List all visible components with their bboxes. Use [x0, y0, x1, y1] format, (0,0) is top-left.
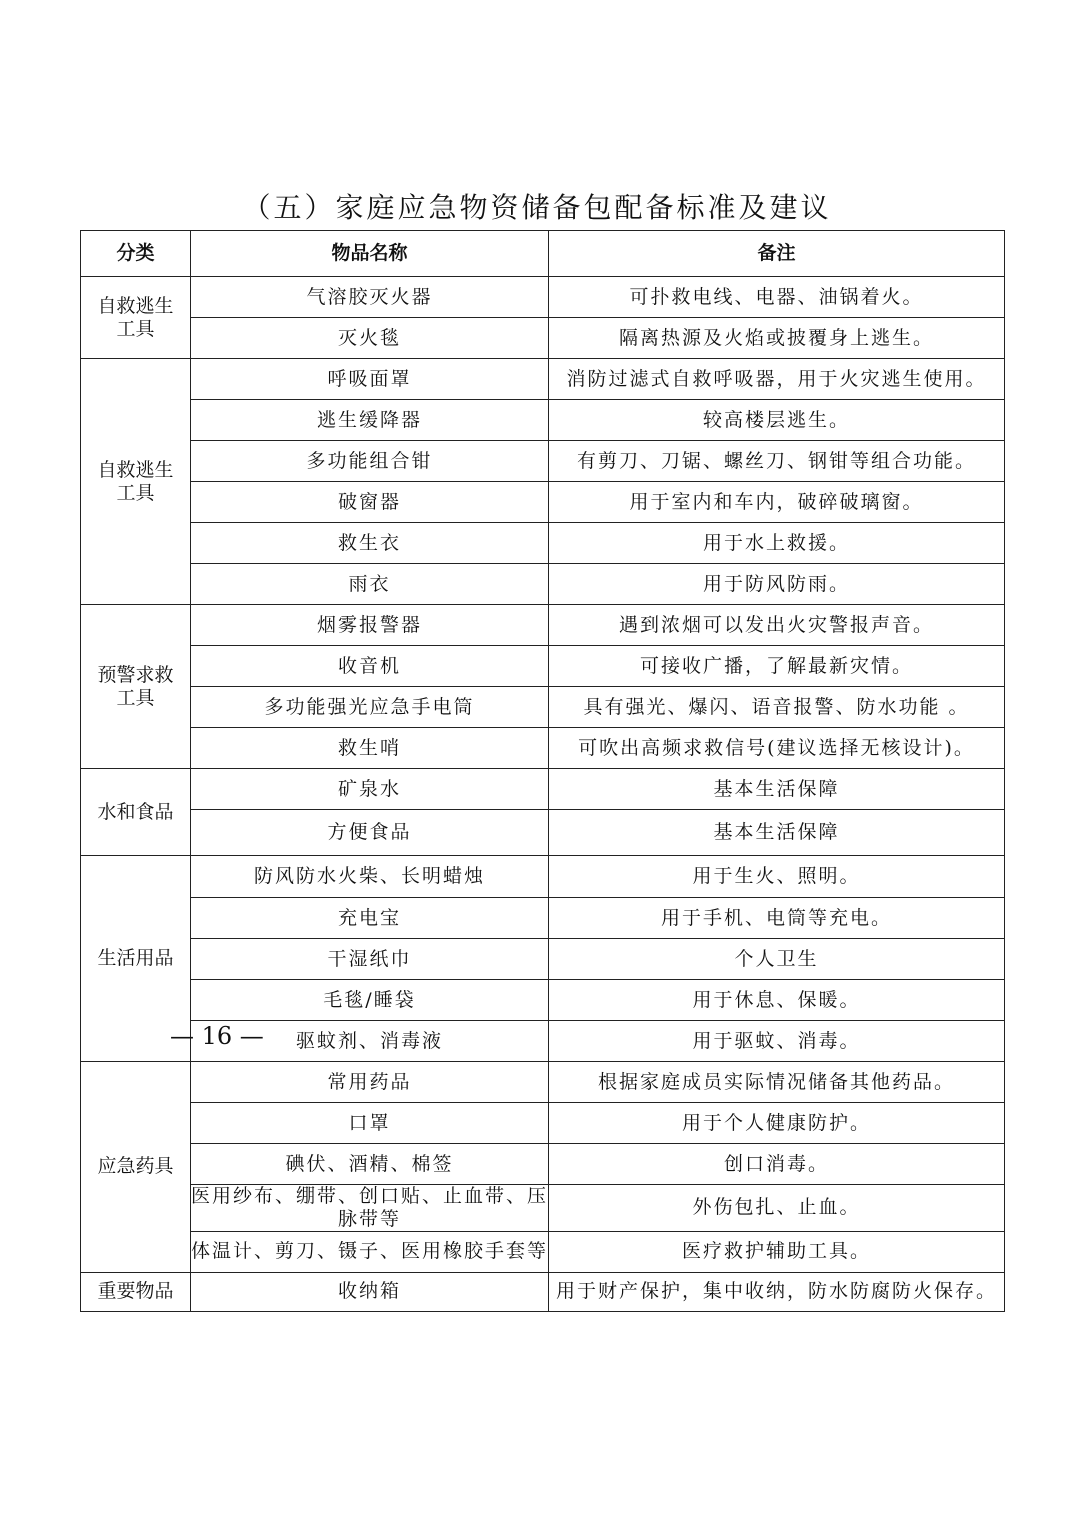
page-title: （五）家庭应急物资储备包配备标准及建议 [242, 191, 832, 224]
table-row [81, 769, 1005, 810]
note-cell: 隔离热源及火焰或披覆身上逃生。 [549, 318, 1005, 359]
note-cell: 外伤包扎、止血。 [549, 1185, 1005, 1232]
note-cell: 具有强光、爆闪、语音报警、防水功能 。 [549, 687, 1005, 728]
item-name-cell: 呼吸面罩 [191, 359, 549, 400]
item-name-cell: 烟雾报警器 [191, 605, 549, 646]
category-label: 水和食品 [97, 800, 174, 823]
item-name-cell: 方便食品 [191, 810, 549, 856]
item-name-cell: 干湿纸巾 [191, 939, 549, 980]
item-name-cell: 逃生缓降器 [191, 400, 549, 441]
table-row [81, 277, 1005, 318]
table-row [81, 441, 1005, 482]
category-cell [81, 1272, 191, 1311]
table-row [81, 810, 1005, 856]
header-item: 物品名称 [191, 231, 549, 277]
item-name-cell: 收纳箱 [191, 1272, 549, 1311]
table-body [81, 277, 1005, 1312]
table-row [81, 1231, 1005, 1272]
table-row [81, 646, 1005, 687]
note-cell: 可吹出高频求救信号(建议选择无核设计)。 [549, 728, 1005, 769]
item-name-cell: 医用纱布、绷带、创口贴、止血带、压脉带等 [191, 1185, 549, 1230]
item-name-cell: 雨衣 [191, 564, 549, 605]
table-row [81, 939, 1005, 980]
item-name-cell: 常用药品 [191, 1062, 549, 1103]
table-row [81, 605, 1005, 646]
page-number: — 16 — [170, 1022, 264, 1050]
item-name-cell: 救生哨 [191, 728, 549, 769]
table-row [81, 1062, 1005, 1103]
table-row [81, 359, 1005, 400]
category-label: 自救逃生 [97, 458, 174, 481]
item-name-cell: 多功能组合钳 [191, 441, 549, 482]
note-cell: 医疗救护辅助工具。 [549, 1231, 1005, 1272]
note-cell: 用于水上救援。 [549, 523, 1005, 564]
table-row [81, 1272, 1005, 1311]
note-cell: 遇到浓烟可以发出火灾警报声音。 [549, 605, 1005, 646]
item-name-cell: 矿泉水 [191, 769, 549, 810]
note-cell: 用于生火、照明。 [549, 856, 1005, 898]
note-cell: 创口消毒。 [549, 1144, 1005, 1185]
table-row [81, 482, 1005, 523]
table-row [81, 1185, 1005, 1232]
category-label: 预警求救 [97, 663, 174, 686]
item-name-cell: 破窗器 [191, 482, 549, 523]
note-cell: 用于室内和车内，破碎破璃窗。 [549, 482, 1005, 523]
item-name-cell: 灭火毯 [191, 318, 549, 359]
item-name-cell: 收音机 [191, 646, 549, 687]
category-label: 生活用品 [97, 947, 174, 970]
note-cell: 可扑救电线、电器、油锅着火。 [549, 277, 1005, 318]
header-category: 分类 [81, 231, 191, 277]
category-label: 应急药具 [97, 1155, 174, 1178]
item-name-cell: 防风防水火柴、长明蜡烛 [191, 856, 549, 898]
item-name-cell: 多功能强光应急手电筒 [191, 687, 549, 728]
supply-table [80, 230, 1005, 1312]
category-cell [81, 277, 191, 359]
note-cell: 用于手机、电筒等充电。 [549, 898, 1005, 939]
table-row [81, 898, 1005, 939]
note-cell: 用于驱蚊、消毒。 [549, 1021, 1005, 1062]
item-name-cell: 救生衣 [191, 523, 549, 564]
table-row [81, 1144, 1005, 1185]
category-label: 工具 [116, 317, 155, 340]
category-label: 自救逃生 [97, 294, 174, 317]
note-cell: 较高楼层逃生。 [549, 400, 1005, 441]
item-name-cell: 驱蚊剂、消毒液 [191, 1021, 549, 1062]
category-label: 工具 [116, 686, 155, 709]
item-name-cell: 充电宝 [191, 898, 549, 939]
table-row [81, 980, 1005, 1021]
table-row [81, 564, 1005, 605]
item-name-cell: 体温计、剪刀、镊子、医用橡胶手套等 [191, 1231, 549, 1272]
note-cell: 可接收广播，了解最新灾情。 [549, 646, 1005, 687]
header-note: 备注 [549, 231, 1005, 277]
item-name-cell: 气溶胶灭火器 [191, 277, 549, 318]
table-row [81, 400, 1005, 441]
table-row [81, 728, 1005, 769]
table-header-row [81, 231, 1005, 277]
note-cell: 有剪刀、刀锯、螺丝刀、钢钳等组合功能。 [549, 441, 1005, 482]
table-row [81, 318, 1005, 359]
note-cell: 消防过滤式自救呼吸器，用于火灾逃生使用。 [549, 359, 1005, 400]
note-cell: 个人卫生 [549, 939, 1005, 980]
table-row [81, 1103, 1005, 1144]
note-cell: 根据家庭成员实际情况储备其他药品。 [549, 1062, 1005, 1103]
note-cell: 基本生活保障 [549, 810, 1005, 856]
item-name-cell: 口罩 [191, 1103, 549, 1144]
note-cell: 基本生活保障 [549, 769, 1005, 810]
category-cell [81, 1062, 191, 1273]
table-row [81, 523, 1005, 564]
category-label: 重要物品 [97, 1280, 174, 1303]
category-cell [81, 769, 191, 856]
note-cell: 用于个人健康防护。 [549, 1103, 1005, 1144]
category-cell [81, 605, 191, 769]
category-label: 工具 [116, 481, 155, 504]
table-row [81, 856, 1005, 898]
table-row [81, 687, 1005, 728]
category-cell [81, 359, 191, 605]
note-cell: 用于防风防雨。 [549, 564, 1005, 605]
item-name-cell: 毛毯/睡袋 [191, 980, 549, 1021]
note-cell: 用于休息、保暖。 [549, 980, 1005, 1021]
item-name-cell: 碘伏、酒精、棉签 [191, 1144, 549, 1185]
note-cell: 用于财产保护，集中收纳，防水防腐防火保存。 [549, 1272, 1005, 1311]
